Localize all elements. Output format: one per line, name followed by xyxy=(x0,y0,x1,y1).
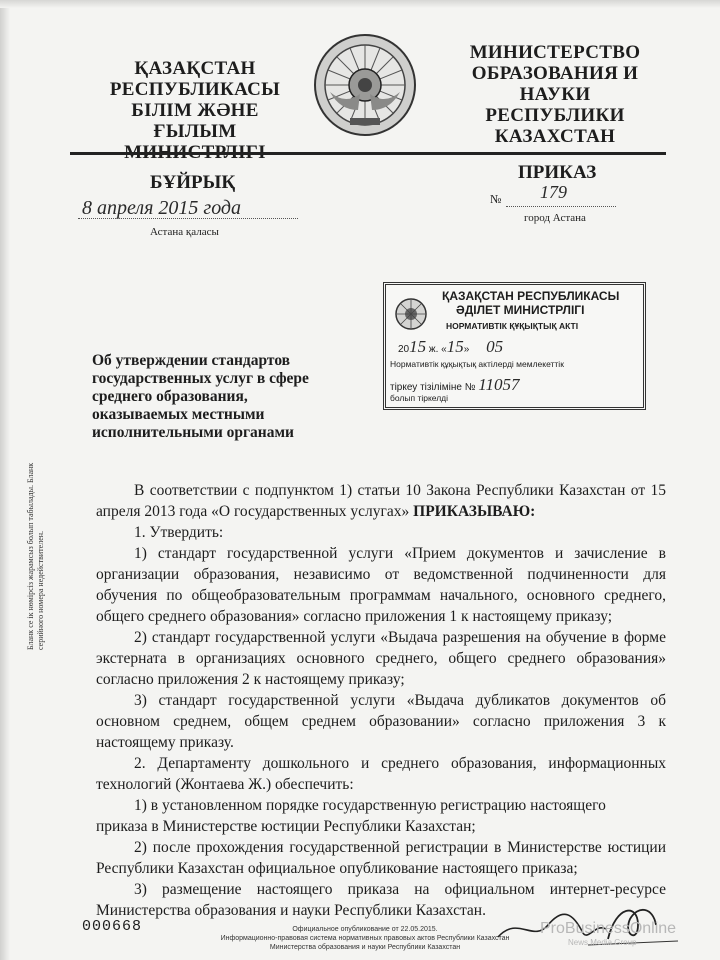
watermark-sub: News Media Group xyxy=(568,938,637,947)
para-1-3: 3) стандарт государственной услуги «Выдача дубликатов документов об основном среднем, общем среднем образовании» согласно приложения 3 к настоящему приказу. xyxy=(96,692,666,751)
stamp-line4: Нормативтік құқықтық актілерді мемлекеттік xyxy=(390,359,564,369)
stamp-line3: НОРМАТИВТІК ҚҰҚЫҚТЫҚ АКТІ xyxy=(446,321,579,331)
title-line3: среднего образования, xyxy=(92,388,248,405)
stamp-month-hand: 05 xyxy=(486,337,504,356)
order-date-handwritten: 8 апреля 2015 года xyxy=(82,197,242,219)
stamp-zh-label: ж. « xyxy=(428,344,447,355)
intro-bold: ПРИКАЗЫВАЮ: xyxy=(413,503,536,520)
registration-stamp xyxy=(383,282,646,410)
para-1-2: 2) стандарт государственной услуги «Выдача разрешения на обучение в форме экстерната в организациях основного среднего, общего среднего образования» согласно приложения 2 к настоящему приказу; xyxy=(96,629,666,688)
stamp-registry-row xyxy=(390,375,519,395)
stamp-reg-number-hand: 11057 xyxy=(478,375,520,394)
publication-note xyxy=(200,925,530,952)
para-2-1a: 1) в установленном порядке государственную регистрацию настоящего xyxy=(134,797,606,814)
stamp-line1: ҚАЗАҚСТАН РЕСПУБЛИКАСЫ xyxy=(442,289,620,303)
stamp-emblem-icon xyxy=(394,297,428,331)
intro-text: В соответствии с подпунктом 1) статьи 10 Закона Республики Казахстан от 15 апреля 2013 года «О государственных услугах» xyxy=(96,482,666,520)
header-kz-line3: БІЛІМ ЖӘНЕ ҒЫЛЫМ xyxy=(131,100,259,142)
para-1: 1. Утвердить: xyxy=(134,524,224,541)
stamp-year-prefix: 20 xyxy=(398,344,410,355)
pub-line1: Официальное опубликование от 22.05.2015. xyxy=(292,926,438,933)
order-title xyxy=(92,352,332,442)
stamp-guill-close: » xyxy=(463,344,470,355)
title-line2: государственных услуг в сфере xyxy=(92,370,309,387)
para-2-2: 2) после прохождения государственной регистрации в Министерстве юстиции Республики Казахстан официальное опубликование настоящего приказа; xyxy=(96,839,666,877)
city-ru: город Астана xyxy=(524,212,586,224)
order-number-handwritten: 179 xyxy=(540,182,567,202)
order-body xyxy=(96,480,666,921)
pub-line3: Министерства образования и науки Республики Казахстан xyxy=(269,944,461,951)
header-ru-line2: ОБРАЗОВАНИЯ И НАУКИ xyxy=(471,63,639,105)
header-divider xyxy=(70,152,666,155)
stamp-date-row xyxy=(398,337,503,357)
title-line1: Об утверждении стандартов xyxy=(92,352,291,369)
number-line xyxy=(506,206,616,207)
order-label-kz: БҰЙРЫҚ xyxy=(150,172,236,193)
header-kz-line4: МИНИСТРЛІГІ xyxy=(124,142,266,163)
title-line4: оказываемых местными xyxy=(92,406,265,423)
header-kz xyxy=(95,58,295,163)
blank-serial-number: 000668 xyxy=(82,918,143,935)
header-kz-line1: ҚАЗАҚСТАН xyxy=(134,58,256,79)
city-kz: Астана қаласы xyxy=(150,226,219,238)
state-emblem-icon xyxy=(310,30,420,140)
para-2-1b: приказа в Министерстве юстиции Республики Казахстан; xyxy=(96,818,476,835)
number-prefix: № xyxy=(490,192,502,206)
para-1-1: 1) стандарт государственной услуги «Прием документов и зачисление в организации образования, независимо от ведомственной подчиненности для обучения по общеобразовательным программам начального, основного среднего, общего среднего образования» согласно приложения 1 к настоящему приказу; xyxy=(96,545,666,625)
header-ru-line1: МИНИСТЕРСТВО xyxy=(469,42,641,63)
pub-line2: Информационно-правовая система нормативных правовых актов Республики Казахстан xyxy=(220,935,510,942)
header-ru xyxy=(440,42,670,147)
body-intro xyxy=(96,480,666,522)
scan-edge-shadow xyxy=(0,0,10,960)
para-2: 2. Департаменту дошкольного и среднего образования, информационных технологий (Жонтаева Ж.) обеспечить: xyxy=(96,755,666,793)
header-ru-line4: КАЗАХСТАН xyxy=(494,126,616,147)
stamp-line2: ӘДІЛЕТ МИНИСТРЛІГІ xyxy=(456,303,585,317)
para-2-3: 3) размещение настоящего приказа на официальном интернет-ресурсе Министерства образования и науки Республики Казахстан. xyxy=(96,881,666,919)
stamp-year-hand: 15 xyxy=(409,337,427,356)
margin-serial-note: Бланк се ік нөмірсіз жарамсыз болып табылады. Бланк серийного номера недействителен. xyxy=(26,462,45,650)
scan-top-shadow xyxy=(0,0,720,8)
order-label-ru: ПРИКАЗ xyxy=(518,162,597,183)
stamp-line6: болып тіркелді xyxy=(390,393,449,403)
stamp-day-hand: 15 xyxy=(446,337,464,356)
header-kz-line2: РЕСПУБЛИКАСЫ xyxy=(109,79,281,100)
watermark-logo: ProBusinessOnline xyxy=(540,920,677,937)
date-line xyxy=(78,218,298,219)
stamp-registry-label: тіркеу тізіліміне № xyxy=(390,382,476,393)
header-ru-line3: РЕСПУБЛИКИ xyxy=(485,105,625,126)
title-line5: исполнительными органами xyxy=(92,424,294,441)
